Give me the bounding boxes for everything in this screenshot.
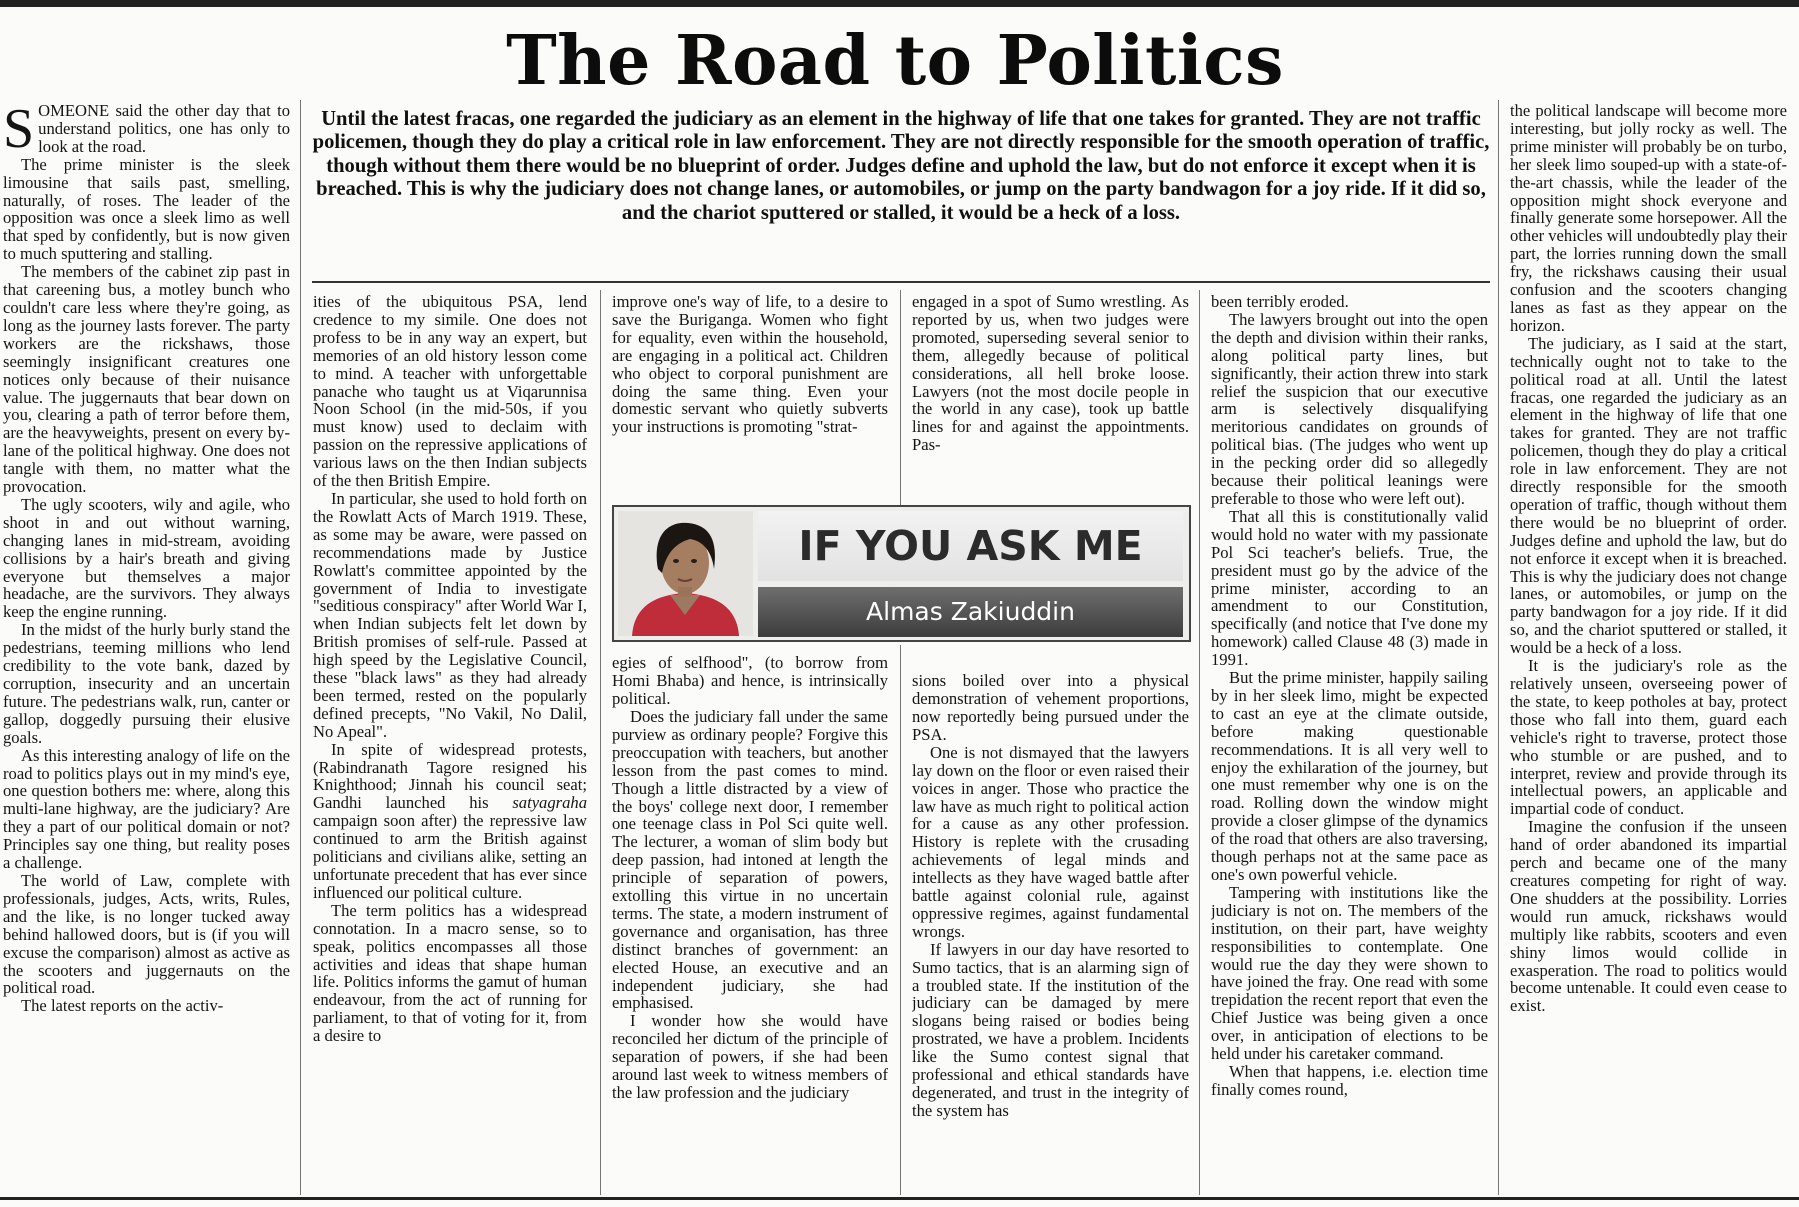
col5-paragraph-6: When that happens, i.e. election time finally comes round, [1211,1061,1488,1099]
col2-paragraph-3: In spite of widespread protests, (Rabindranath Tagore resigned his Knighthood; Jinnah his council seat; Gandhi launched his satyagraha campaign soon after) the repressive law continued to arm the British against politicians and civilians alike, setting an unfortunate precedent that has ever since influenced our political culture. [313,739,587,902]
col1-paragraph-2: The prime minister is the sleek limousine that sails past, smelling, naturally, of roses. The leader of the opposition was once a sleek limo as well that sped by confidently, but is now given to much sputtering and stalling. [3,154,290,264]
column-logo-box [612,505,1191,642]
col5-paragraph-4: But the prime minister, happily sailing by in her sleek limo, might be expected to cast an eye at the climate outside, before making questionable recommendations. It is all very well to enjoy the exhilaration of the journey, but one must remember why one is on the road. Rolling down the window might provide a closer glimpse of the dynamics of the road that others are also traversing, though perhaps not at the same pace as one's own powerful vehicle. [1211,668,1488,884]
col1-paragraph-6: As this interesting analogy of life on the road to politics plays out in my mind's eye, one question bothers me: where, along this multi-lane highway, are the judiciary? Are they a part of our political domain or not? Principles say one thing, but reality poses a challenge. [3,745,290,873]
column-separator [1199,290,1200,1195]
col5-paragraph-1: been terribly eroded. [1211,293,1349,311]
col6-paragraph-2: The judiciary, as I said at the start, technically ought not to take to the political road at all. Until the latest fracas, one regarded the judiciary as an element in the highway of life that one takes for granted. They are not traffic policemen, though they do play a critical role in law enforcement. They are not directly responsible for the smooth operation of traffic, though without them there would be no blueprint of order. Judges define and uphold the law, but do not enforce it except when it is breached. This is why the judiciary does not change lanes, or automobiles, or jump on the party bandwagon for a joy ride. If it did so, and the chariot sputtered or stalled, it would be a heck of a loss. [1510,333,1787,658]
standfirst-rule [312,281,1490,283]
col4-paragraph-4: If lawyers in our day have resorted to Sumo tactics, that is an alarming sign of a troubled state. If the institution of the judiciary can be damaged by mere slogans being raised or bodies being prostrated, we have a problem. Incidents like the Sumo contest signal that professional and ethical standards have degenerated, and trust in the integrity of the system has [912,939,1189,1120]
bottom-rule [0,1197,1799,1200]
column-4 [912,293,1189,1196]
column-separator [300,100,301,1195]
col3-paragraph-4: I wonder how she would have reconciled her dictum of the principle of separation of powers, if she had been around last week to witness members of the law profession and the judiciary [612,1011,888,1102]
column-separator [600,290,601,1195]
column-3 [612,293,888,1196]
col3-paragraph-3: Does the judiciary fall under the same purview as ordinary people? Forgive this preoccupation with teachers, but another lesson from the past comes to mind. Though a little distracted by a view of the boys' college next door, I remember one teenage class in Pol Sci quite well. The lecturer, a woman of slim body but deep passion, had intoned at length the principle of separation of powers, extolling this virtue in no uncertain terms. The state, a modern instrument of governance and organisation, has three distinct branches of government: an elected House, an executive and an independent judiciary, she had emphasised. [612,706,888,1013]
col2-paragraph-4: The term politics has a widespread connotation. In a macro sense, so to speak, politics encompasses all those activities and ideas that shape human life. Politics informs the gamut of human endeavour, from the act of running for parliament, to that of voting for it, from a desire to [313,900,587,1046]
col2-paragraph-1: ities of the ubiquitous PSA, lend credence to my simile. One does not profess to be in any way an expert, but memories of an old history lesson come to mind. A teacher with unforgettable panache who taught us at Viqarunnisa Noon School (in the mid-50s, if you must know) used to declaim with passion on the repressive applications of various laws on the then Indian subjects of the then British Empire. [313,293,587,491]
author-name: Almas Zakiuddin [758,587,1183,637]
column-separator [900,645,901,1195]
standfirst: Until the latest fracas, one regarded the judiciary as an element in the highway of life that one takes for granted. They are not traffic policemen, though they do play a critical role in law enforcement. They are not directly responsible for the smooth operation of traffic, though without them there would be no blueprint of order. Judges define and uphold the law, but do not enforce it except when it is breached. This is why the judiciary does not change lanes, or automobiles, or jump on the party bandwagon for a joy ride. If it did so, and the chariot sputtered or stalled, it would be a heck of a loss. [312,108,1490,224]
col6-paragraph-3: It is the judiciary's role as the relatively unseen, overseeing power of the state, to keep potholes at bay, protect those who fall into them, guard each vehicle's right to traverse, protect those who stumble or are pushed, and to interpret, review and provide through its intellectual powers, an applicable and impartial code of conduct. [1510,656,1787,819]
col1-paragraph-1: SOMEONE said the other day that to understand politics, one has only to look at the road. [3,102,290,160]
column-2 [313,293,587,1196]
col5-paragraph-5: Tampering with institutions like the judiciary is not on. The members of the institution, on their part, have weighty responsibilities to contemplate. One would rue the day they were shown to have joined the fray. One read with some trepidation the recent report that even the Chief Justice was being given a once over, in anticipation of elections to be held under his caretaker command. [1211,882,1488,1064]
column-5 [1211,293,1488,1196]
col3-paragraph-2: egies of selfhood", (to borrow from Homi Bhaba) and hence, is intrinsically political. [612,653,888,709]
column-title: IF YOU ASK ME [758,511,1183,581]
col6-paragraph-4: Imagine the confusion if the unseen hand of order abandoned its impartial perch and became one of the many creatures competing for right of way. One shudders at the possibility. Lorries would run amuck, rickshaws would multiply like rabbits, scooters and even shiny limos would collide in exasperation. The road to politics would become untenable. It could even cease to exist. [1510,817,1787,1016]
author-portrait-icon [618,511,753,636]
col1-paragraph-4: The ugly scooters, wily and agile, who shoot in and out without warning, changing lanes in mid-stream, avoiding collisions by a hair's breath and giving everyone but themselves a major headache, are the survivors. They always keep the engine running. [3,494,290,622]
author-photo [618,511,753,636]
col5-paragraph-3: That all this is constitutionally valid would hold no water with my passionate Pol Sci teacher's beliefs. True, the president must go by the advice of the prime minister, according to an amendment to our Constitution, specifically (and notice that I've done my homework) called Clause 48 (3) made in 1991. [1211,506,1488,670]
column-1 [3,102,290,1196]
col4-paragraph-2: sions boiled over into a physical demonstration of vehement proportions, now reportedly being pursued under the PSA. [912,671,1189,744]
col1-paragraph-7: The world of Law, complete with professionals, judges, Acts, writs, Rules, and the like, is no longer tucked away behind hallowed doors, but is (if you will excuse the comparison) almost as active as the scooters and juggernauts on the political road. [3,870,290,998]
headline: The Road to Politics [506,21,1284,101]
col3-paragraph-1: improve one's way of life, to a desire to save the Buriganga. Women who fight for equality, even within the household, are engaging in a political act. Children who object to corporal punishment are doing the same thing. Even your domestic servant who quietly subverts your instructions is promoting "strat- [612,293,888,437]
top-rule [0,0,1799,7]
col1-paragraph-5: In the midst of the hurly burly stand the pedestrians, teeming millions who lend credibility to the vote bank, dazed by corruption, insecurity and an uncertain future. The pedestrians walk, run, canter or gallop, doggedly pursuing their elusive goals. [3,620,290,747]
column-separator [1498,100,1499,1195]
column-separator [900,290,901,505]
col5-paragraph-2: The lawyers brought out into the open the depth and division within their ranks, along political party lines, but significantly, their action threw into stark relief the suspicion that our executive arm is selectively disqualifying meritorious candidates on grounds of political bias. (The judges who went up in the pecking order did so allegedly because their political leanings were preferable to those who were left out). [1211,309,1488,508]
column-6 [1510,102,1787,1196]
col6-paragraph-1: the political landscape will become more interesting, but jolly rocky as well. The prime minister will probably be on turbo, her sleek limo souped-up with a state-of-the-art chassis, while the leader of the opposition might shock everyone and finally generate some horsepower. All the other vehicles will undoubtedly play their part, the lorries running down the small fry, the rickshaws causing their usual confusion and the scooters changing lanes as fast as they appear on the horizon. [1510,102,1787,335]
col2-paragraph-2: In particular, she used to hold forth on the Rowlatt Acts of March 1919. These, as some may be aware, were passed on recommendations made by Justice Rowlatt's committee appointed by the government of India to investigate "seditious conspiracy" after World War I, when Indian subjects felt let down by British promises of self-rule. Passed at high speed by the Legislative Council, these "black laws" as they had already been termed, rested on the popularly defined precepts, "No Vakil, No Dalil, No Apeal". [313,488,587,741]
col1-paragraph-3: The members of the cabinet zip past in that careening bus, a motley bunch who couldn't care less where they're going, as long as the journey lasts forever. The party workers are the rickshaws, those seemingly insignificant creatures one notices only because of their nuisance value. The juggernauts that bear down on you, clearing a path of terror before them, are the heavyweights, present on every by-lane of the political highway. One does not tangle with them, no matter what the provocation. [3,262,290,497]
col4-paragraph-3: One is not dismayed that the lawyers lay down on the floor or even raised their voices in anger. Those who practice the law have as much right to political action for a cause as any other profession. History is replete with the crusading achievements of legal minds and intellects as they have waged battle after battle against colonial rule, against oppressive regimes, against fundamental wrongs. [912,742,1189,941]
col4-paragraph-1: engaged in a spot of Sumo wrestling. As reported by us, when two judges were promoted, superseding several senior to them, allegedly because of political considerations, all hell broke loose. Lawyers (not the most docile people in the world in any case), took up battle lines for and against the appointments. Pas- [912,293,1189,455]
col1-paragraph-8: The latest reports on the activ- [21,996,224,1016]
drop-cap: S [3,102,35,160]
